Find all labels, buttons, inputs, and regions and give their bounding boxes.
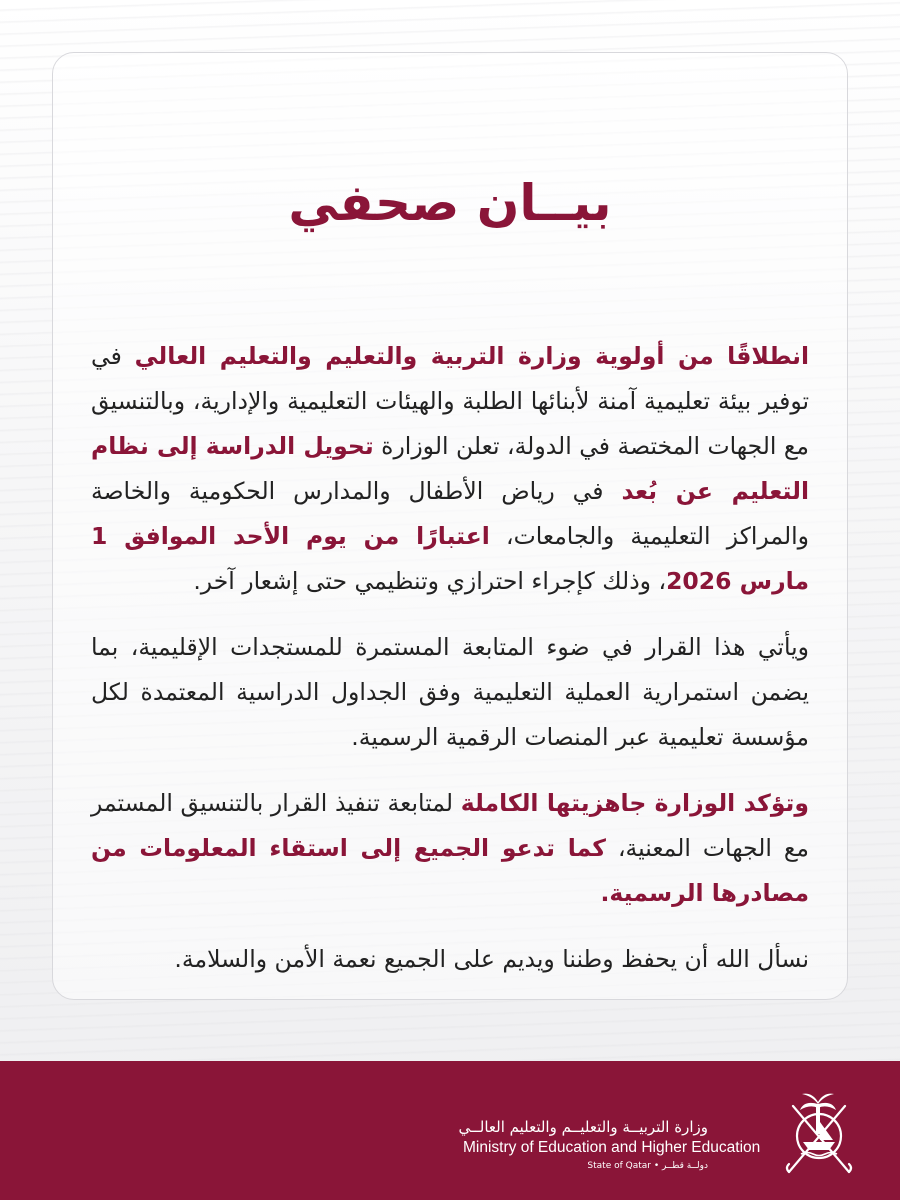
body-text: ، وذلك كإجراء احترازي وتنظيمي حتى إشعار آخر. [193, 567, 667, 595]
body-text: ويأتي هذا القرار في ضوء المتابعة المستمرة للمستجدات الإقليمية، بما يضمن استمرارية العملية التعليمية وفق الجداول الدراسية المعتمدة لكل مؤسسة تعليمية عبر المنصات الرقمية الرسمية. [91, 633, 809, 751]
body-text: نسأل الله أن يحفظ وطننا ويديم على الجميع نعمة الأمن والسلامة. [174, 945, 809, 973]
statement-paragraph [91, 937, 809, 982]
body-text: في رياض الأطفال والمدارس الحكومية والخاصة والمراكز التعليمية والجامعات، [91, 477, 809, 550]
qatar-emblem-icon [783, 1092, 855, 1178]
highlighted-text: تحويل الدراسة إلى نظام التعليم عن بُعد [91, 432, 809, 505]
footer-bar [0, 1061, 900, 1200]
page-title: بيــان صحفي [288, 174, 612, 232]
statement-body [91, 334, 809, 1003]
body-text: في توفير بيئة تعليمية آمنة لأبنائها الطلبة والهيئات التعليمية والإدارية، وبالتنسيق مع الجهات المختصة في الدولة، تعلن الوزارة [91, 342, 810, 460]
ministry-logo-text [458, 1117, 761, 1173]
body-text: لمتابعة تنفيذ القرار بالتنسيق المستمر مع الجهات المعنية، [91, 789, 809, 862]
statement-paragraph [91, 625, 809, 760]
highlighted-text: اعتبارًا من يوم الأحد الموافق 1 مارس 2026 [91, 522, 809, 595]
highlighted-text: انطلاقًا من أولوية وزارة التربية والتعليم والتعليم العالي [134, 342, 809, 370]
ministry-name-arabic: وزارة التربيــة والتعليــم والتعليم العالــي [458, 1118, 708, 1136]
statement-paragraph [91, 781, 809, 916]
state-of-qatar-label: State of Qatar • دولــة قطــر [587, 1161, 708, 1171]
ministry-name-english: Ministry of Education and Higher Education [463, 1139, 761, 1156]
highlighted-text: وتؤكد الوزارة جاهزيتها الكاملة [460, 789, 809, 817]
statement-paragraph [91, 334, 809, 604]
highlighted-text: كما تدعو الجميع إلى استقاء المعلومات من مصادرها الرسمية. [91, 834, 809, 907]
